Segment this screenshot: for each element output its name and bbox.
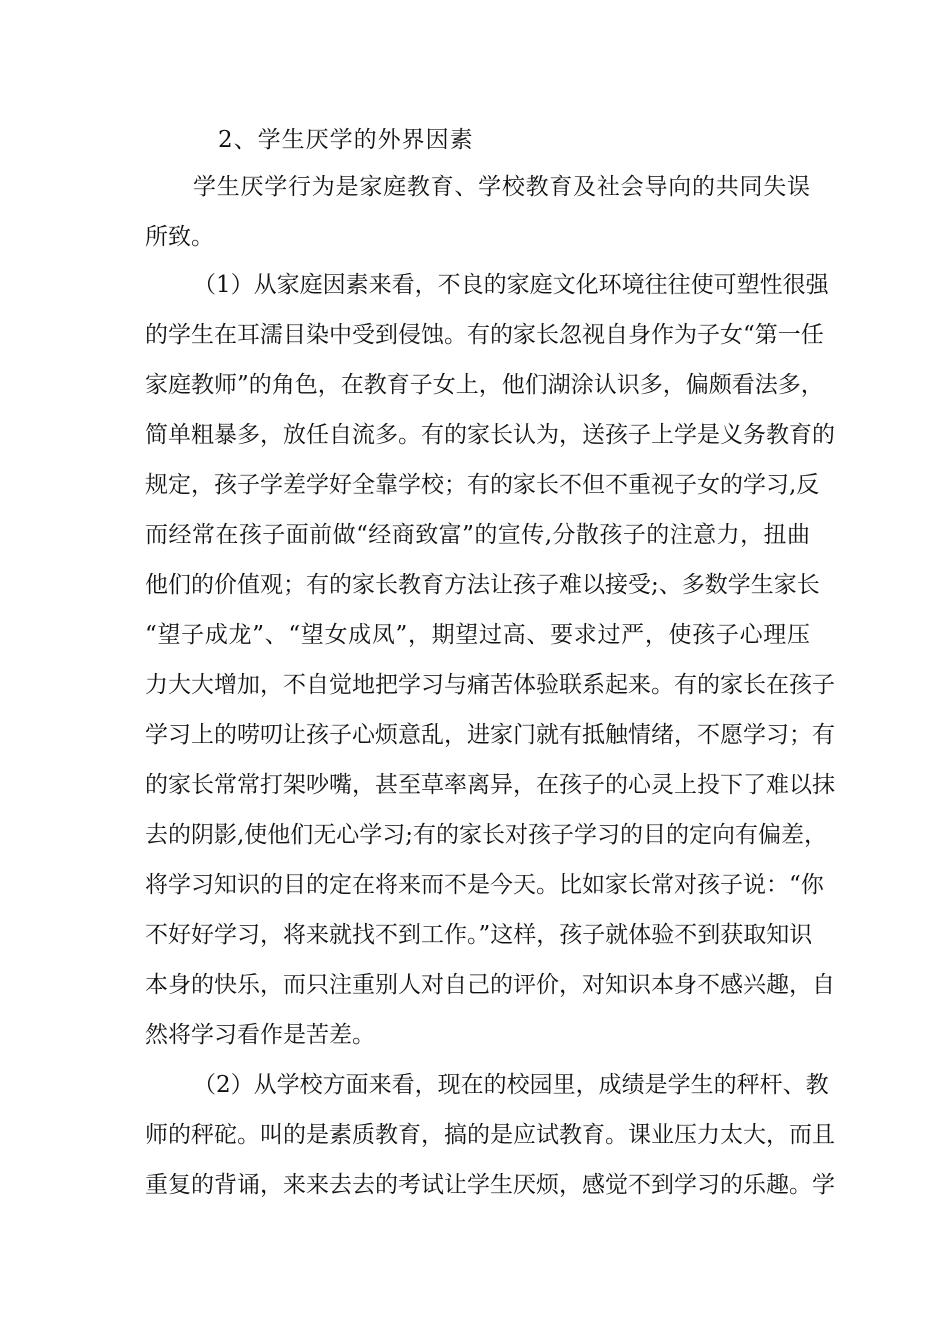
paragraph-2-line-3: 家庭教师”的角色，在教育子女上，他们湖涂认识多，偏颇看法多， [145, 372, 824, 398]
paragraph-2-line-15: 本身的快乐，而只注重别人对自己的评价，对知识本身不感兴趣，自 [145, 972, 835, 998]
paragraph-2-line-12: 去的阴影,使他们无心学习;有的家长对孩子学习的目的定向有偏差， [145, 822, 828, 848]
section-heading: 2、学生厌学的外界因素 [218, 127, 474, 153]
paragraph-1-line-1: 学生厌学行为是家庭教育、学校教育及社会导向的共同失误 [193, 174, 810, 200]
paragraph-3-line-1: （2）从学校方面来看，现在的校园里，成绩是学生的秤杆、教 [193, 1072, 829, 1098]
paragraph-2-line-16: 然将学习看作是苦差。 [145, 1022, 375, 1048]
paragraph-3-line-2: 师的秤砣。叫的是素质教育，搞的是应试教育。课业压力太大，而且 [145, 1122, 835, 1148]
paragraph-2-line-1: （1）从家庭因素来看，不良的家庭文化环境往往使可塑性很强 [193, 272, 829, 298]
paragraph-1-line-2: 所致。 [145, 224, 214, 250]
paragraph-2-line-14: 不好好学习，将来就找不到工作。”这样，孩子就体验不到获取知识 [145, 922, 813, 948]
paragraph-2-line-13: 将学习知识的目的定在将来而不是今天。比如家长常对孩子说：“你 [145, 872, 824, 898]
paragraph-2-line-6: 而经常在孩子面前做“经商致富”的宣传,分散孩子的注意力，扭曲 [145, 522, 810, 548]
paragraph-2-line-2: 的学生在耳濡目染中受到侵蚀。有的家长忽视自身作为子女“第一任 [145, 322, 824, 348]
paragraph-2-line-9: 力大大增加，不自觉地把学习与痛苦体验联系起来。有的家长在孩子 [145, 672, 835, 698]
paragraph-2-line-10: 学习上的唠叨让孩子心烦意乱，进家门就有抵触情绪，不愿学习；有 [145, 722, 835, 748]
paragraph-2-line-8: “望子成龙”、“望女成凤”，期望过高、要求过严，使孩子心理压 [145, 622, 810, 648]
paragraph-2-line-11: 的家长常常打架吵嘴，甚至草率离异，在孩子的心灵上投下了难以抹 [145, 772, 835, 798]
paragraph-2-line-5: 规定，孩子学差学好全靠学校；有的家长不但不重视子女的学习,反 [145, 472, 820, 498]
paragraph-2-line-7: 他们的价值观；有的家长教育方法让孩子难以接受;、多数学生家长 [145, 572, 820, 598]
paragraph-2-line-4: 简单粗暴多，放任自流多。有的家长认为，送孩子上学是义务教育的 [145, 422, 835, 448]
paragraph-3-line-3: 重复的背诵，来来去去的考试让学生厌烦，感觉不到学习的乐趣。学 [145, 1172, 835, 1198]
